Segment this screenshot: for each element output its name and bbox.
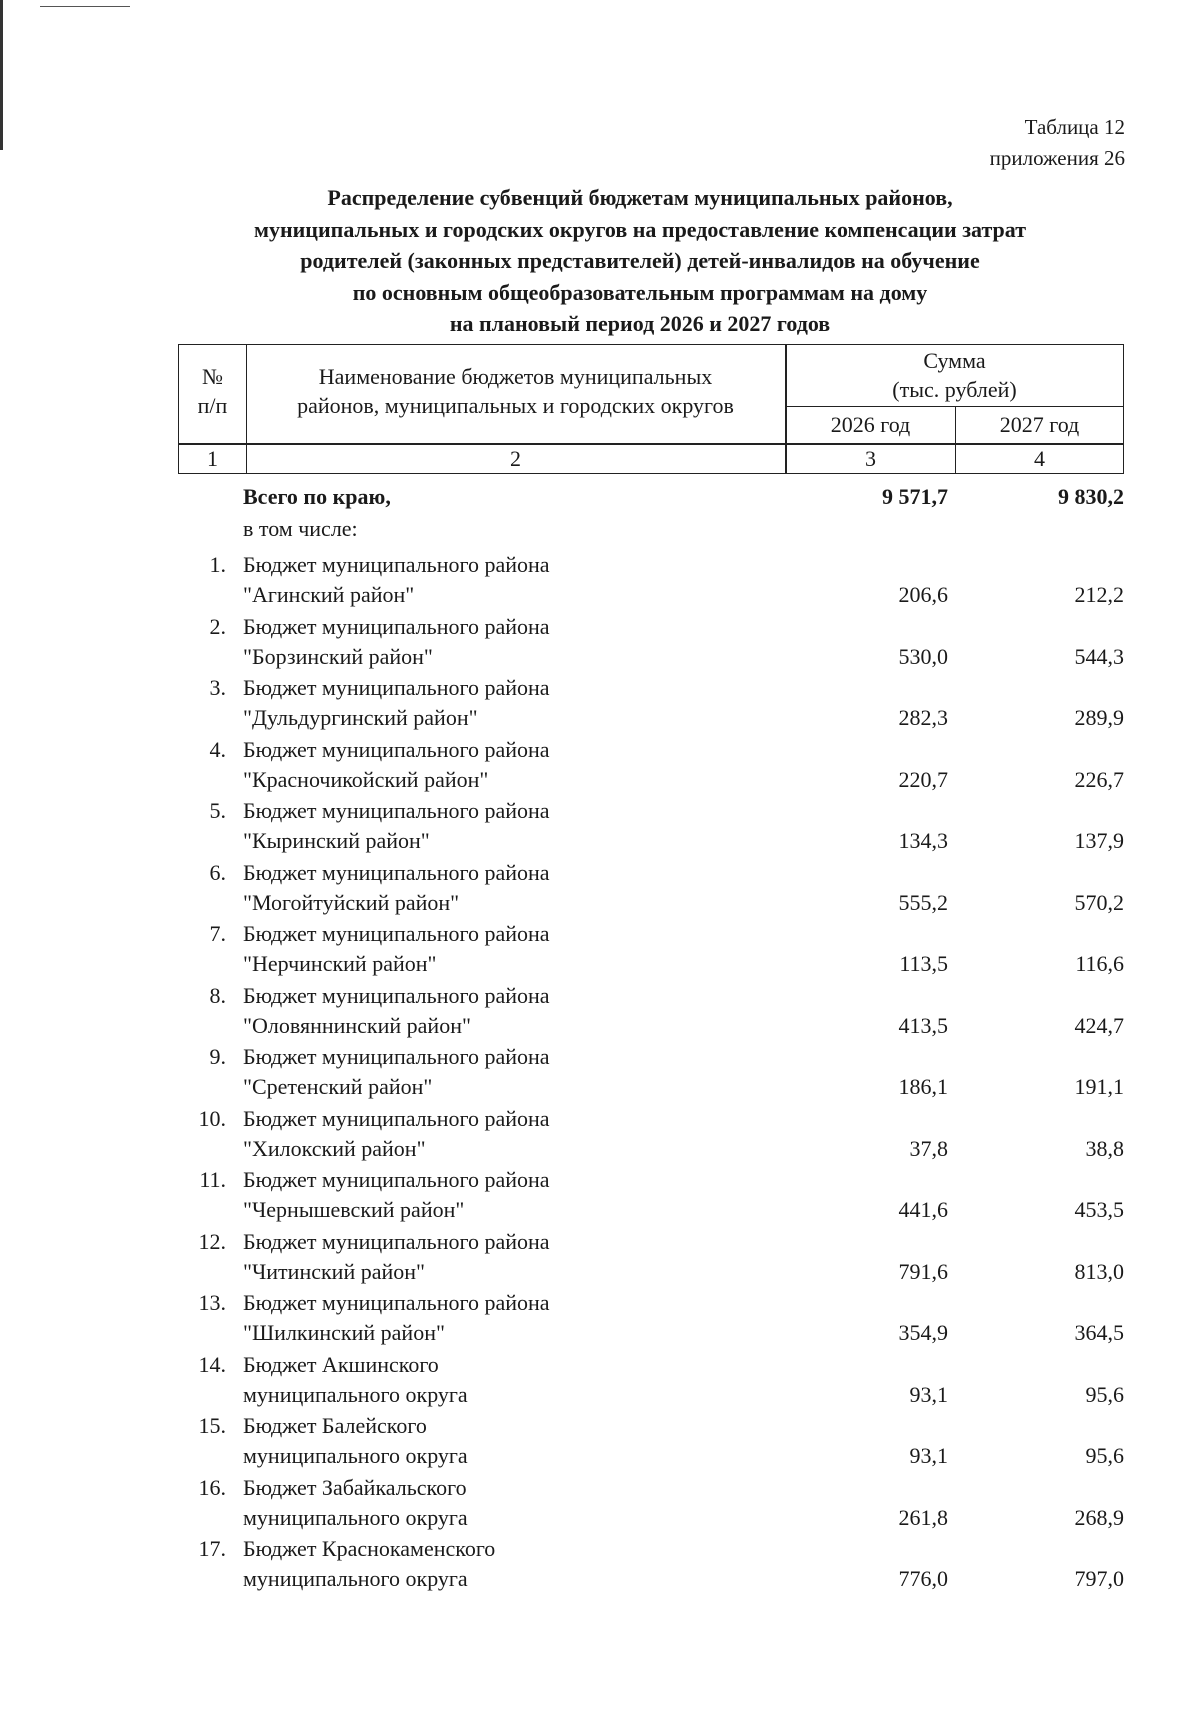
row-name-line2: "Шилкинский район" [243,1320,445,1345]
row-name-line2: "Читинский район" [243,1258,426,1284]
row-name-line2: муниципального округа [243,1443,468,1468]
row-value-2026: 113,5 [899,951,948,976]
document-title [160,182,1120,340]
row-name-line1: Бюджет муниципального района [243,982,550,1008]
colnum-2: 2 [510,446,521,471]
row-number: 10. [198,1105,226,1131]
including-label: в том числе: [243,516,358,541]
row-number: 7. [209,921,226,946]
row-value-2026: 791,6 [898,1258,948,1284]
row-value-2027: 226,7 [1074,766,1124,792]
row-value-2026: 261,8 [898,1504,948,1530]
row-value-2027: 38,8 [1085,1135,1124,1161]
header-year2: 2027 год [999,412,1080,437]
row-number: 5. [209,798,226,823]
total-2027: 9 830,2 [1058,484,1124,509]
row-value-2026: 555,2 [898,889,948,915]
row-name-line2: "Дульдургинский район" [243,705,478,730]
row-name-line1: Бюджет муниципального района [243,1105,550,1131]
title-line: муниципальных и городских округов на предоставление компенсации затрат [253,216,1027,242]
row-value-2026: 186,1 [898,1074,948,1099]
row-value-2026: 93,1 [909,1443,948,1468]
row-value-2027: 424,7 [1074,1012,1124,1038]
row-number: 13. [198,1290,226,1315]
row-value-2026: 134,3 [898,828,948,853]
row-number: 1. [209,552,226,577]
row-value-2026: 220,7 [898,766,948,792]
header-name-label [245,362,786,420]
row-name-line1: Бюджет Балейского [243,1413,427,1438]
row-value-2027: 95,6 [1085,1381,1124,1407]
row-value-2027: 137,9 [1074,828,1124,853]
row-name-line2: "Нерчинский район" [243,951,437,976]
title-line: на плановый период 2026 и 2027 годов [449,311,831,336]
row-value-2027: 116,6 [1075,951,1124,976]
row-value-2026: 282,3 [898,705,948,730]
title-line: Распределение субвенций бюджетам муниципальных районов, [327,185,953,210]
row-name-line2: муниципального округа [243,1504,468,1530]
row-value-2026: 441,6 [898,1197,948,1222]
scan-edge-line [0,0,3,150]
row-value-2027: 797,0 [1074,1566,1124,1591]
row-number: 2. [209,613,226,639]
title-line: родителей (законных представителей) детей-инвалидов на обучение [300,248,980,273]
row-value-2027: 364,5 [1074,1320,1124,1345]
title-line: по основным общеобразовательным программам на дому [352,279,928,305]
header-name-line2: районов, муниципальных и городских округов [297,393,734,418]
row-value-2027: 813,0 [1074,1258,1124,1284]
header-sum-label [785,346,1124,404]
row-value-2026: 37,8 [909,1135,948,1161]
row-name-line2: "Агинский район" [243,582,415,607]
row-name-line1: Бюджет муниципального района [243,613,550,639]
row-name-line2: "Могойтуйский район" [243,889,460,915]
header-year1: 2026 год [830,412,911,437]
row-name-line2: "Оловяннинский район" [243,1012,471,1038]
row-value-2027: 95,6 [1085,1443,1124,1468]
appendix-number: приложения 26 [989,146,1125,170]
row-name-line2: "Кыринский район" [243,828,430,853]
total-2026: 9 571,7 [882,484,948,509]
row-name-line1: Бюджет муниципального района [243,798,550,823]
scan-edge-dash [40,6,130,7]
row-name-line1: Бюджет муниципального района [243,675,550,700]
row-name-line2: муниципального округа [243,1381,468,1407]
row-name-line2: муниципального округа [243,1566,468,1591]
row-name-line2: "Хилокский район" [243,1135,426,1161]
row-value-2027: 268,9 [1074,1504,1124,1530]
row-value-2027: 191,1 [1074,1074,1124,1099]
table-reference [990,112,1125,174]
row-value-2027: 212,2 [1074,582,1124,607]
row-name-line1: Бюджет Акшинского [243,1351,439,1377]
row-name-line2: "Борзинский район" [243,643,433,669]
table-header [178,344,1124,474]
row-name-line2: "Красночикойский район" [243,766,489,792]
row-number: 4. [209,736,226,762]
row-number: 15. [198,1413,226,1438]
header-number-line2: п/п [197,393,228,418]
row-value-2026: 93,1 [909,1381,948,1407]
row-name-line1: Бюджет муниципального района [243,736,550,762]
header-number-label [178,362,247,420]
row-value-2027: 544,3 [1074,643,1124,669]
row-value-2026: 354,9 [898,1320,948,1345]
header-sum-line2: (тыс. рублей) [892,377,1017,402]
colnum-4: 4 [1034,446,1045,471]
row-value-2027: 453,5 [1074,1197,1124,1222]
table-number: Таблица 12 [1024,115,1125,139]
row-value-2026: 530,0 [898,643,948,669]
row-number: 3. [209,675,226,700]
row-name-line1: Бюджет Краснокаменского [243,1536,496,1561]
row-number: 8. [209,982,226,1008]
row-value-2026: 776,0 [898,1566,948,1591]
row-name-line1: Бюджет муниципального района [243,1290,550,1315]
total-label: Всего по краю, [243,484,391,509]
row-name-line1: Бюджет муниципального района [243,552,550,577]
row-value-2027: 570,2 [1074,889,1124,915]
row-name-line1: Бюджет муниципального района [243,921,550,946]
row-name-line1: Бюджет муниципального района [243,859,550,885]
row-name-line1: Бюджет муниципального района [243,1167,550,1192]
header-sum-line1: Сумма [923,348,986,373]
row-number: 6. [209,859,226,885]
row-name-line1: Бюджет муниципального района [243,1228,550,1254]
row-value-2027: 289,9 [1074,705,1124,730]
row-number: 17. [198,1536,226,1561]
row-number: 11. [199,1167,226,1192]
row-name-line2: "Чернышевский район" [243,1197,465,1222]
header-name-line1: Наименование бюджетов муниципальных [318,364,713,389]
row-name-line1: Бюджет Забайкальского [243,1474,467,1500]
colnum-3: 3 [865,446,876,471]
row-value-2026: 206,6 [898,582,948,607]
row-number: 12. [198,1228,226,1254]
row-name-line2: "Сретенский район" [243,1074,433,1099]
row-number: 14. [198,1351,226,1377]
header-number-line1: № [202,364,223,389]
row-number: 16. [198,1474,226,1500]
row-number: 9. [209,1044,226,1069]
row-name-line1: Бюджет муниципального района [243,1044,550,1069]
row-value-2026: 413,5 [898,1012,948,1038]
colnum-1: 1 [207,446,218,471]
